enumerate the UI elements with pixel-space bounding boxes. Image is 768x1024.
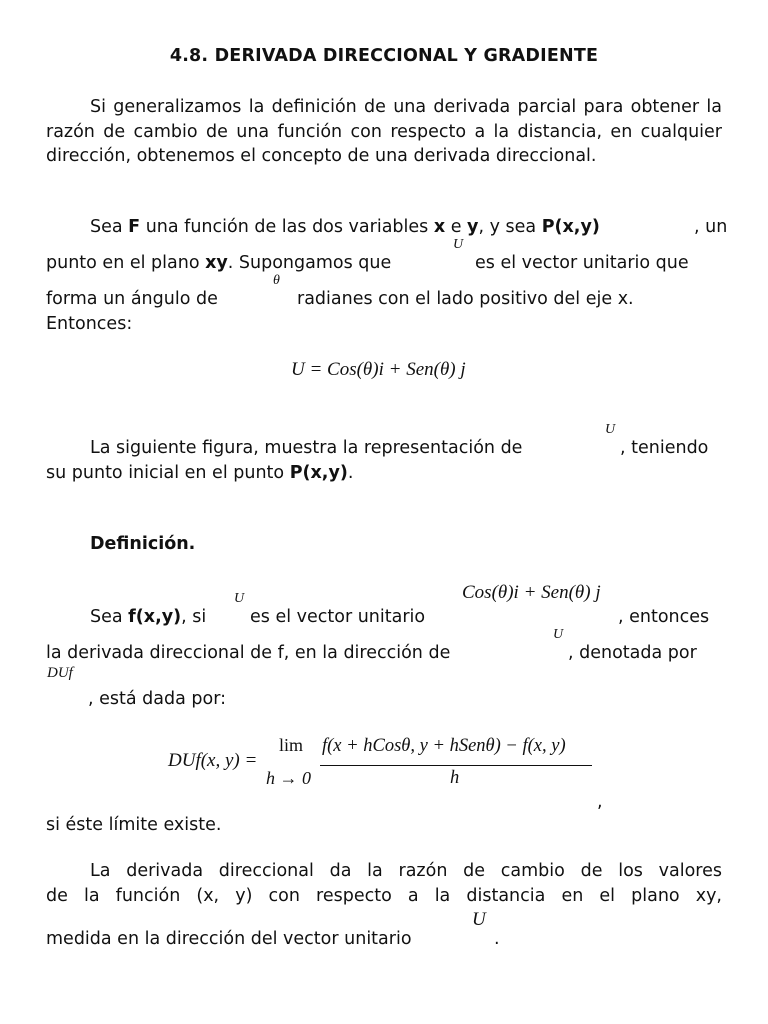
- limit-subscript: h → 0: [266, 768, 311, 788]
- paragraph-sea-f-line4: Entonces:: [46, 314, 133, 334]
- limit-operator: lim: [279, 735, 304, 755]
- vector-u-symbol: U: [605, 422, 616, 437]
- vector-u-symbol: U: [472, 909, 486, 930]
- paragraph-sea-f-line1: Sea F una función de las dos variables x e y, y sea P(x,y): [90, 217, 600, 237]
- paragraph-meaning-line3a: medida en la dirección del vector unitario: [46, 929, 412, 949]
- paragraph-figure-line2: su punto inicial en el punto P(x,y).: [46, 463, 354, 483]
- vector-u-symbol: U: [453, 237, 464, 252]
- vector-u-symbol: U: [553, 627, 564, 642]
- equation-unit-vector: U = Cos(θ)i + Sen(θ) j: [291, 359, 466, 380]
- paragraph-meaning-line3b: .: [494, 929, 500, 949]
- paragraph-sea-f-line2a: punto en el plano xy. Supongamos que: [46, 253, 392, 273]
- paragraph-limit-exists: si éste límite existe.: [46, 815, 222, 835]
- paragraph-intro: Si generalizamos la definición de una derivada parcial para obtener la razón de cambio de una función con respecto a la distancia, en cualquier dirección, obtenemos el concepto de una derivada direccional.: [46, 97, 722, 166]
- page-title: 4.8. DERIVADA DIRECCIONAL Y GRADIENTE: [169, 46, 599, 66]
- paragraph-definition-line1b: es el vector unitario: [250, 607, 426, 627]
- paragraph-definition-line1c: , entonces: [618, 607, 710, 627]
- theta-symbol: θ: [273, 273, 280, 288]
- paragraph-sea-f-line3a: forma un ángulo de: [46, 289, 218, 309]
- paragraph-meaning-line1: La derivada direccional da la razón de cambio de los valores: [90, 861, 722, 881]
- paragraph-figure-line1a: La siguiente figura, muestra la representación de: [90, 438, 523, 458]
- paragraph-sea-f-line3b: radianes con el lado positivo del eje x.: [297, 289, 634, 309]
- equation-lhs: DUf(x, y) =: [168, 750, 258, 771]
- paragraph-sea-f-line1-end: , un: [694, 217, 728, 237]
- fraction-numerator: f(x + hCosθ, y + hSenθ) − f(x, y): [322, 736, 566, 756]
- paragraph-definition-line3: , está dada por:: [88, 689, 226, 709]
- unit-vector-expression: Cos(θ)i + Sen(θ) j: [462, 582, 601, 603]
- paragraph-definition-line2b: , denotada por: [568, 643, 697, 663]
- fraction-denominator: h: [450, 768, 460, 788]
- paragraph-definition-line1a: Sea f(x,y), si: [90, 607, 207, 627]
- equation-comma: ,: [597, 792, 603, 812]
- directional-derivative-notation: DUf: [47, 665, 73, 681]
- paragraph-sea-f-line2b: es el vector unitario que: [475, 253, 689, 273]
- vector-u-symbol: U: [234, 591, 245, 606]
- paragraph-meaning-line2: de la función (x, y) con respecto a la distancia en el plano xy,: [46, 886, 722, 906]
- paragraph-definition-line2a: la derivada direccional de f, en la dirección de: [46, 643, 451, 663]
- fraction-bar: [320, 765, 592, 766]
- paragraph-figure-line1b: , teniendo: [620, 438, 709, 458]
- definition-heading: Definición.: [90, 534, 196, 554]
